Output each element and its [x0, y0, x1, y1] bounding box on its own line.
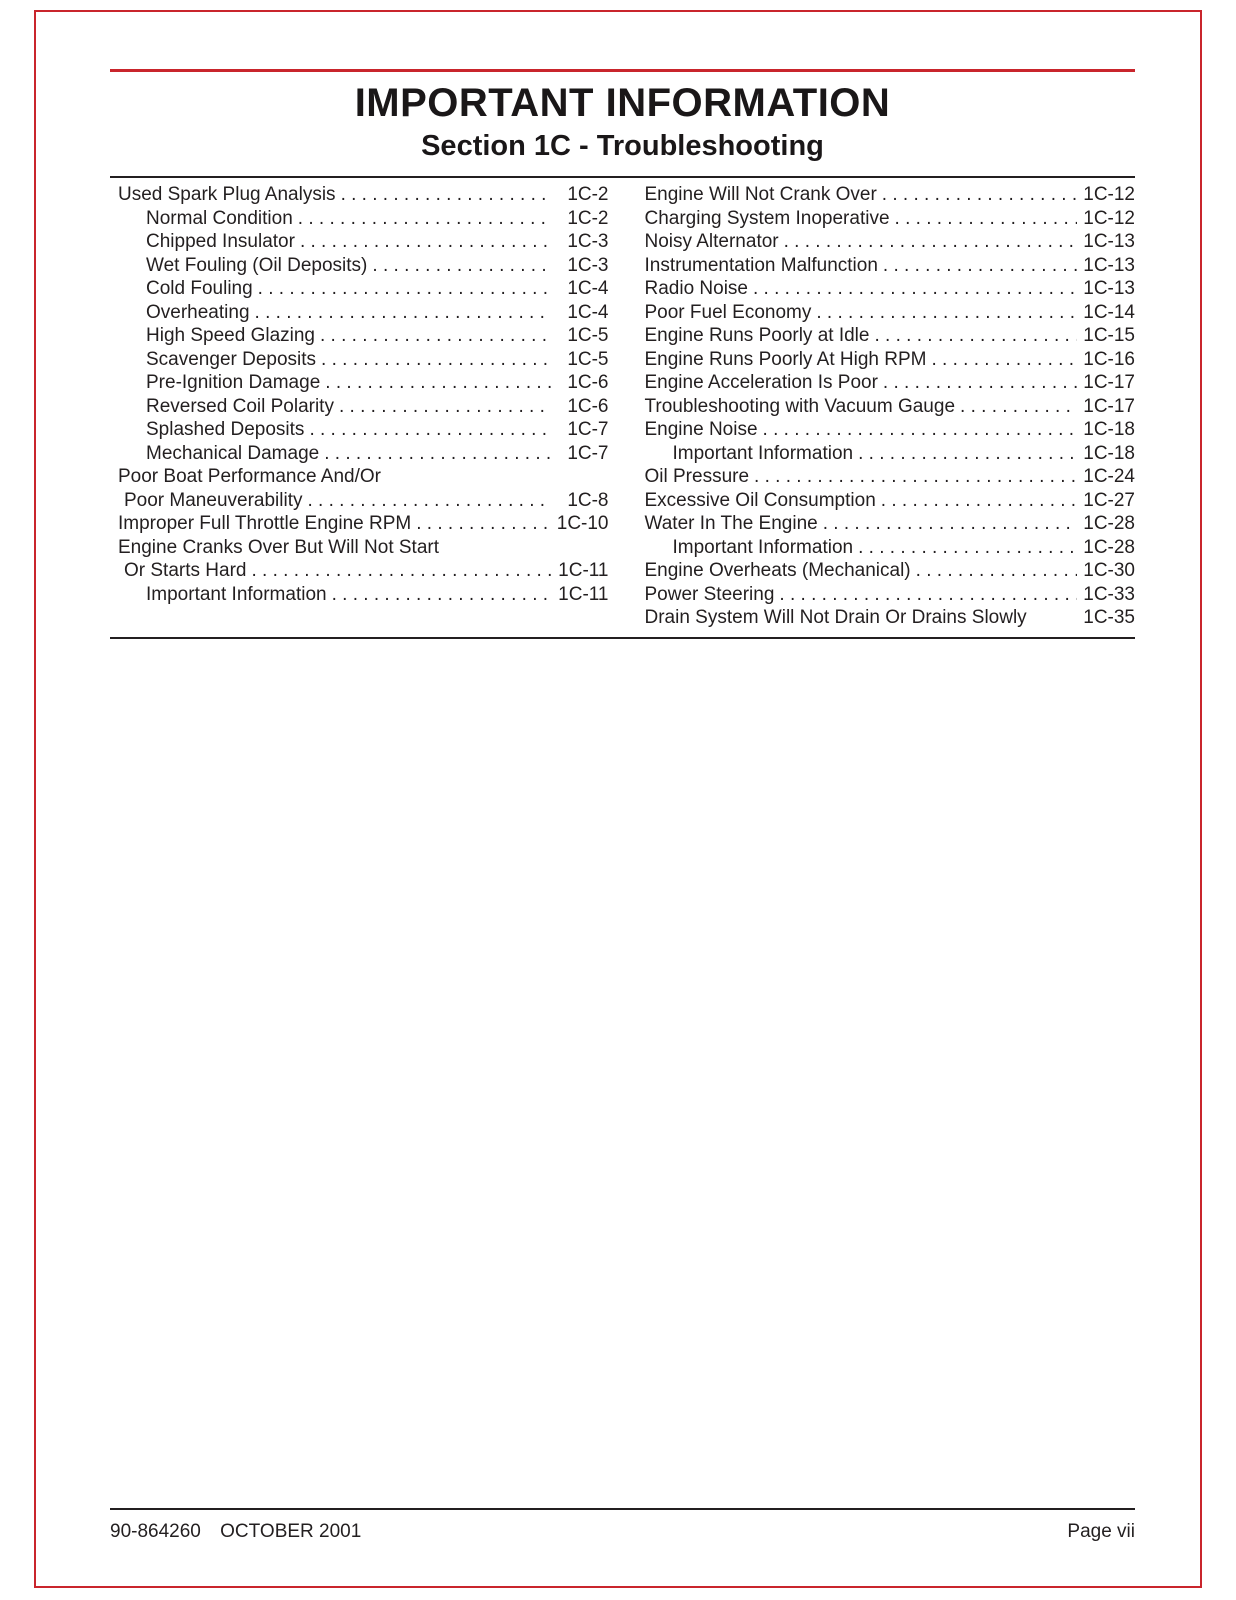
toc-entry-label: Radio Noise	[644, 278, 748, 299]
toc-entry	[118, 348, 609, 372]
toc-entry-label: Engine Overheats (Mechanical)	[644, 560, 911, 581]
footer-page-label: Page vii	[1067, 1521, 1135, 1542]
footer-date: OCTOBER 2001	[220, 1521, 362, 1542]
toc-entry-label: Improper Full Throttle Engine RPM	[118, 513, 412, 534]
toc-entry	[118, 277, 609, 301]
toc-entry	[118, 230, 609, 254]
toc-entry-page: 1C-2	[567, 184, 609, 205]
toc-entry-label: Poor Fuel Economy	[644, 301, 812, 323]
dot-leader	[320, 324, 551, 348]
page-footer	[110, 1508, 1135, 1543]
toc-entry-page: 1C-28	[1083, 513, 1135, 534]
toc-entry	[645, 559, 1136, 583]
dot-leader	[882, 183, 1077, 207]
toc-entry-label: Splashed Deposits	[146, 419, 305, 440]
toc-entry-page: 1C-13	[1083, 231, 1135, 252]
toc-entry-label: Engine Acceleration Is Poor	[644, 372, 878, 393]
toc-entry-label: Noisy Alternator	[644, 231, 779, 252]
toc-entry	[118, 324, 609, 348]
dot-leader	[255, 301, 551, 325]
toc-entry-page: 1C-2	[567, 207, 609, 229]
toc-entry	[645, 324, 1136, 348]
toc-entry-label: Oil Pressure	[644, 466, 750, 487]
dot-leader	[883, 371, 1077, 395]
toc-entry-page: 1C-11	[558, 560, 609, 581]
toc-entry	[118, 583, 609, 607]
toc-entry-label: Excessive Oil Consumption	[644, 489, 876, 511]
toc-entry-page: 1C-3	[567, 254, 609, 276]
toc-entry-label: Chipped Insulator	[146, 231, 295, 252]
toc-entry-page: 1C-6	[567, 372, 609, 393]
toc-entry-page: 1C-35	[1083, 607, 1135, 628]
toc-entry-label: High Speed Glazing	[146, 325, 315, 346]
toc-entry	[118, 371, 609, 395]
header-red-rule	[110, 69, 1135, 72]
dot-leader	[339, 395, 551, 419]
toc-entry-label: Mechanical Damage	[146, 442, 320, 464]
toc-entry-page: 1C-6	[567, 395, 609, 417]
toc-entry-page: 1C-15	[1083, 325, 1135, 346]
toc-entry	[645, 583, 1136, 607]
dot-leader	[258, 277, 551, 301]
toc-entry-page: 1C-18	[1083, 419, 1135, 440]
toc-entry-page: 1C-33	[1083, 583, 1135, 605]
dot-leader	[753, 277, 1077, 301]
toc-entry-page: 1C-5	[567, 348, 609, 370]
toc-entry-label: Poor Maneuverability	[124, 489, 303, 511]
toc-entry-label: Reversed Coil Polarity	[146, 395, 334, 417]
toc-entry	[645, 183, 1136, 207]
toc-entry	[118, 489, 609, 513]
toc-entry	[118, 418, 609, 442]
dot-leader	[916, 559, 1077, 583]
toc-entry-page: 1C-16	[1083, 348, 1135, 370]
toc-entry-label: Engine Noise	[644, 419, 758, 440]
toc-entry-label: Troubleshooting with Vacuum Gauge	[644, 395, 956, 417]
toc-entry-label: Engine Cranks Over But Will Not Start	[118, 536, 439, 558]
toc-entry	[645, 277, 1136, 301]
toc-entry-page: 1C-10	[556, 513, 609, 534]
toc-entry	[645, 512, 1136, 536]
toc-entry	[645, 395, 1136, 419]
dot-leader	[309, 418, 550, 442]
dot-leader	[816, 301, 1077, 325]
toc-entry	[118, 512, 609, 536]
toc-entry-page: 1C-13	[1083, 278, 1135, 299]
toc-entry	[645, 254, 1136, 278]
toc-entry-page: 1C-27	[1083, 489, 1135, 511]
table-of-contents	[110, 176, 1135, 639]
toc-entry-label: Drain System Will Not Drain Or Drains Slowly	[644, 607, 1027, 628]
toc-entry	[645, 230, 1136, 254]
dot-leader	[298, 207, 551, 231]
dot-leader	[883, 254, 1077, 278]
toc-entry	[645, 465, 1136, 489]
page-subtitle: Section 1C - Troubleshooting	[421, 130, 824, 162]
toc-entry-page: 1C-30	[1083, 560, 1135, 581]
dot-leader	[332, 583, 551, 607]
toc-entry-label: Power Steering	[644, 583, 775, 605]
dot-leader	[754, 465, 1077, 489]
toc-entry-label: Used Spark Plug Analysis	[118, 184, 336, 205]
toc-entry	[118, 207, 609, 231]
toc-entry	[118, 442, 609, 466]
toc-entry-page: 1C-17	[1083, 372, 1135, 393]
toc-entry-page: 1C-14	[1083, 301, 1135, 323]
dot-leader	[874, 324, 1077, 348]
toc-entry	[118, 301, 609, 325]
page-title: IMPORTANT INFORMATION	[354, 81, 891, 125]
toc-entry-label: Engine Runs Poorly at Idle	[644, 325, 870, 346]
toc-entry-label: Engine Runs Poorly At High RPM	[644, 348, 927, 370]
dot-leader	[321, 348, 550, 372]
toc-entry-page: 1C-17	[1083, 395, 1135, 417]
toc-entry	[645, 301, 1136, 325]
toc-entry	[645, 536, 1136, 560]
toc-entry	[118, 536, 609, 560]
toc-entry-label: Cold Fouling	[146, 278, 253, 299]
dot-leader	[763, 418, 1077, 442]
toc-entry-label: Scavenger Deposits	[146, 348, 317, 370]
toc-entry	[118, 254, 609, 278]
toc-entry-label: Important Information	[672, 442, 854, 464]
toc-entry-page: 1C-12	[1083, 184, 1135, 205]
toc-entry	[118, 183, 609, 207]
toc-entry-page: 1C-24	[1083, 466, 1135, 487]
toc-entry	[645, 418, 1136, 442]
dot-leader	[858, 536, 1077, 560]
toc-entry	[118, 559, 609, 583]
toc-column-right	[643, 183, 1136, 630]
toc-column-left	[110, 183, 609, 630]
toc-entry-label: Charging System Inoperative	[644, 207, 890, 229]
toc-entry-page: 1C-7	[567, 442, 609, 464]
toc-entry-label: Important Information	[146, 583, 327, 605]
dot-leader	[784, 230, 1077, 254]
footer-doc-number: 90-864260	[110, 1521, 201, 1542]
dot-leader	[779, 583, 1077, 607]
toc-entry-label: Overheating	[146, 301, 250, 323]
toc-entry	[118, 395, 609, 419]
toc-entry-page: 1C-28	[1083, 536, 1135, 558]
footer-left	[110, 1521, 361, 1543]
dot-leader	[341, 183, 551, 207]
toc-entry-label: Wet Fouling (Oil Deposits)	[146, 254, 368, 276]
toc-entry	[645, 489, 1136, 513]
toc-entry-page: 1C-11	[558, 583, 609, 605]
toc-entry	[645, 207, 1136, 231]
toc-entry	[645, 348, 1136, 372]
dot-leader	[324, 442, 550, 466]
dot-leader	[325, 371, 550, 395]
toc-entry-page: 1C-4	[567, 278, 609, 299]
toc-entry-label: Important Information	[672, 536, 854, 558]
dot-leader	[960, 395, 1077, 419]
toc-entry-label: Engine Will Not Crank Over	[644, 184, 877, 205]
toc-entry-label: Instrumentation Malfunction	[644, 254, 878, 276]
toc-entry-page: 1C-18	[1083, 442, 1135, 464]
toc-entry	[645, 442, 1136, 466]
toc-entry-label: Or Starts Hard	[124, 560, 247, 581]
dot-leader	[858, 442, 1077, 466]
dot-leader	[372, 254, 550, 278]
dot-leader	[931, 348, 1077, 372]
toc-entry	[645, 606, 1136, 630]
toc-entry-page: 1C-4	[567, 301, 609, 323]
page-content	[110, 0, 1135, 639]
toc-entry	[118, 465, 609, 489]
toc-entry-page: 1C-7	[567, 419, 609, 440]
dot-leader	[881, 489, 1077, 513]
dot-leader	[307, 489, 550, 513]
dot-leader	[416, 512, 550, 536]
toc-entry-page: 1C-8	[567, 489, 609, 511]
toc-entry-label: Water In The Engine	[644, 513, 818, 534]
toc-entry-page: 1C-5	[567, 325, 609, 346]
dot-leader	[251, 559, 550, 583]
toc-entry-page: 1C-13	[1083, 254, 1135, 276]
toc-entry-label: Normal Condition	[146, 207, 293, 229]
toc-entry-page: 1C-12	[1083, 207, 1135, 229]
toc-entry-page: 1C-3	[567, 231, 609, 252]
toc-entry	[645, 371, 1136, 395]
dot-leader	[823, 512, 1077, 536]
toc-entry-label: Poor Boat Performance And/Or	[118, 466, 381, 487]
dot-leader	[300, 230, 551, 254]
dot-leader	[895, 207, 1077, 231]
toc-entry-label: Pre-Ignition Damage	[146, 372, 321, 393]
